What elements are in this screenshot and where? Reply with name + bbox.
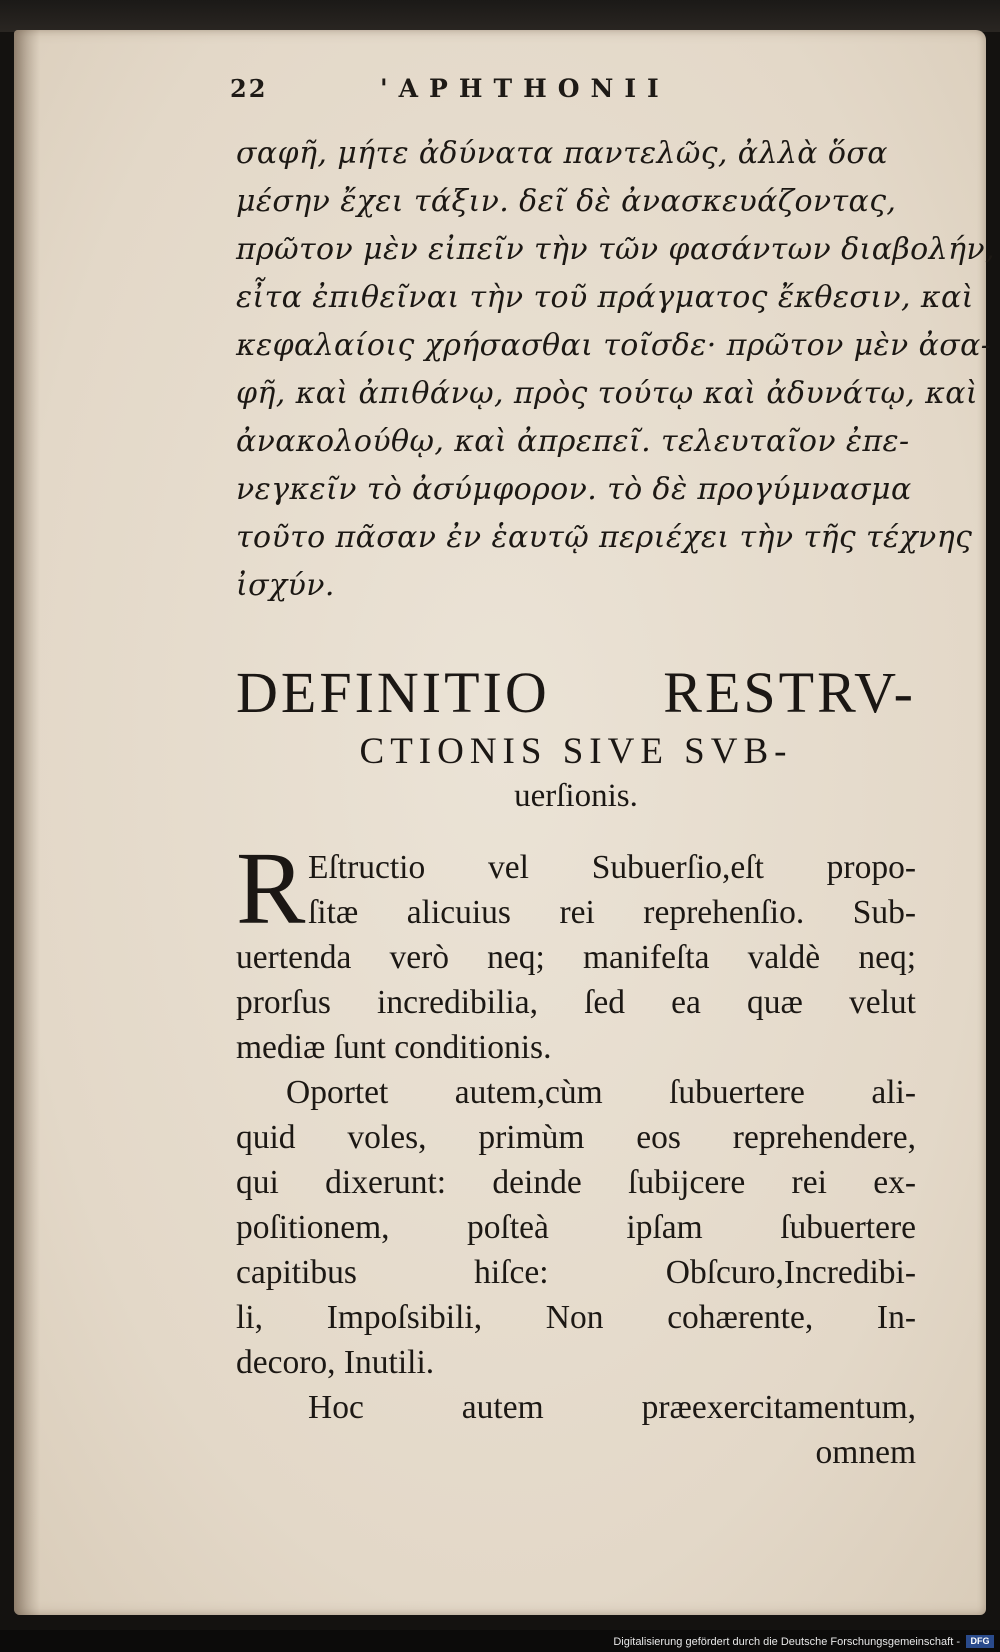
greek-line: κεφαλαίοις χρήσασθαι τοῖσδε· πρῶτον μὲν ἀσα- [236, 328, 992, 363]
greek-line: νεγκεῖν τὸ ἀσύμφορον. τὸ δὲ προγύμνασμα [236, 472, 912, 507]
heading-line-2: CTIONIS SIVE SVB- [359, 731, 793, 772]
drop-cap: R [236, 831, 306, 946]
text-line: ſitæ alicuius rei reprehenſio. Sub- [308, 894, 916, 931]
running-head: 'APHTHONII [380, 74, 670, 103]
greek-line: τοῦτο πᾶσαν ἐν ἑαυτῷ περιέχει τὴν τῆς τέχνης [236, 520, 973, 555]
text-line: poſitionem, poſteà ipſam ſubuertere [236, 1209, 916, 1246]
text-line: decoro, Inutili. [236, 1344, 435, 1381]
greek-line: φῆ, καὶ ἀπιθάνῳ, πρὸς τούτῳ καὶ ἀδυνάτῳ, καὶ [236, 376, 979, 411]
paragraph-2 [236, 1070, 916, 1385]
text-line: Eſtructio vel Subuerſio,eſt propo- [308, 849, 916, 886]
section-heading [236, 662, 916, 816]
page-spine-shadow [14, 30, 40, 1615]
greek-line: ἰσχύν. [236, 568, 335, 603]
paragraph-3 [236, 1385, 916, 1475]
heading-word-definitio: DEFINITIO [236, 660, 550, 725]
greek-line: εἶτα ἐπιθεῖναι τὴν τοῦ πράγματος ἔκθεσιν, καὶ [236, 280, 974, 315]
text-line: mediæ ſunt conditionis. [236, 1029, 552, 1066]
text-line: capitibus hiſce: Obſcuro,Incredibi- [236, 1254, 916, 1291]
footer-bar [0, 1630, 1000, 1652]
text-line: prorſus incredibilia, ſed ea quæ velut [236, 984, 916, 1021]
text-line: qui dixerunt: deinde ſubijcere rei ex- [236, 1164, 916, 1201]
dfg-logo: DFG [966, 1635, 994, 1648]
greek-text-block [236, 130, 995, 610]
funding-credit: Digitalisierung gefördert durch die Deutsche Forschungsgemeinschaft - [613, 1636, 960, 1648]
book-edge [0, 0, 1000, 32]
page-header [230, 70, 750, 110]
heading-line-1 [236, 662, 916, 724]
heading-word-restruv: RESTRV- [663, 660, 916, 725]
greek-line: σαφῆ, μήτε ἀδύνατα παντελῶς, ἀλλὰ ὅσα [236, 136, 888, 171]
text-line: uertenda verò neq; manifeſta valdè neq; [236, 939, 916, 976]
paragraph-1 [236, 831, 916, 1070]
text-line: Oportet autem,cùm ſubuertere ali- [286, 1074, 916, 1111]
text-line: quid voles, primùm eos reprehendere, [236, 1119, 916, 1156]
greek-line: ἀνακολούθῳ, καὶ ἀπρεπεῖ. τελευταῖον ἐπε- [236, 424, 910, 459]
greek-line: πρῶτον μὲν εἰπεῖν τὴν τῶν φασάντων διαβολήν, [236, 232, 995, 267]
greek-line: μέσην ἔχει τάξιν. δεῖ δὲ ἀνασκευάζοντας, [236, 184, 897, 219]
latin-text-block [236, 831, 916, 1475]
text-line: Hoc autem præexercitamentum, [308, 1389, 916, 1426]
heading-line-3: uerſionis. [514, 778, 638, 814]
catchword: omnem [815, 1434, 916, 1471]
text-line: li, Impoſsibili, Non cohærente, In- [236, 1299, 916, 1336]
page-number: 22 [230, 74, 268, 103]
